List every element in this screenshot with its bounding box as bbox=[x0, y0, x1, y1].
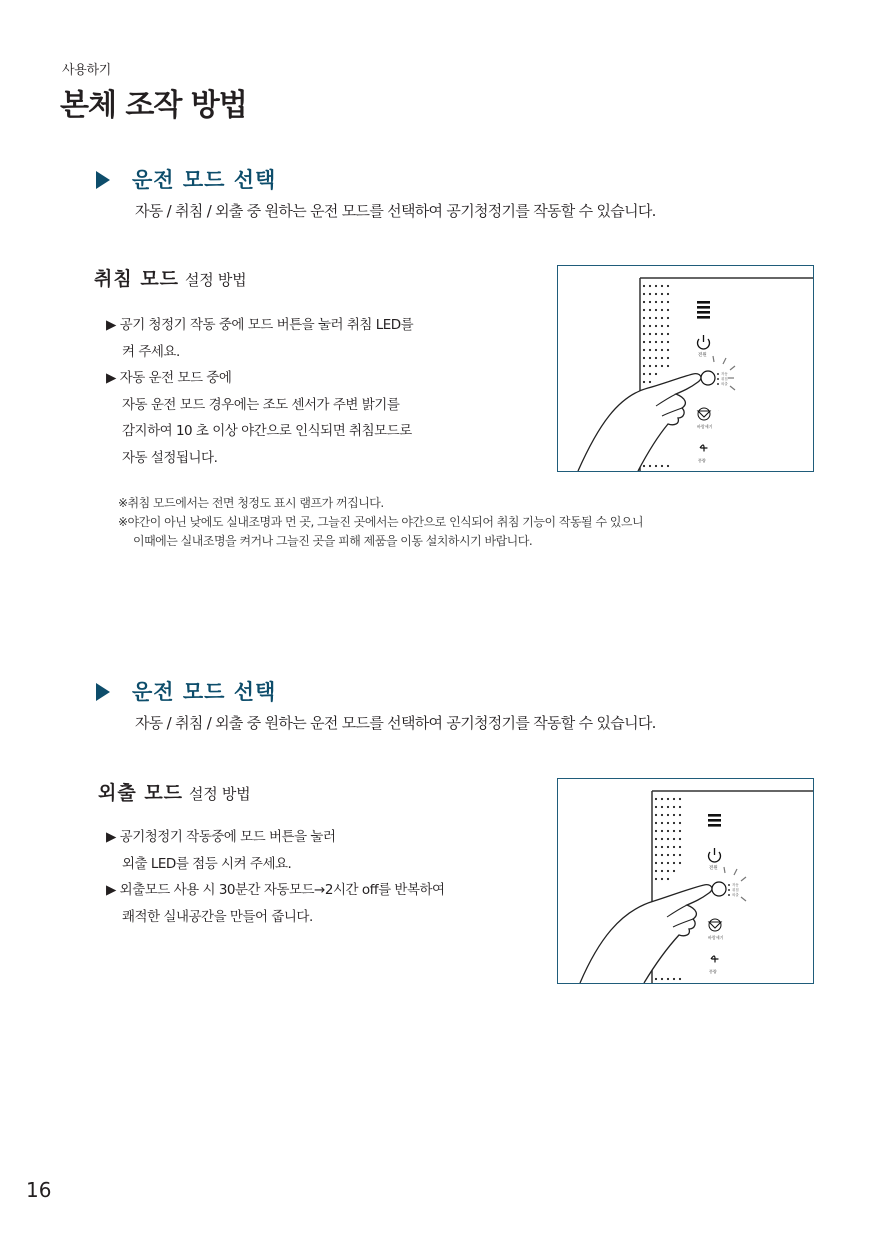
list-item: 자동 운전 모드 경우에는 조도 센서가 주변 밝기를 bbox=[122, 396, 400, 413]
section-2-heading bbox=[96, 676, 276, 706]
list-item: 쾌적한 실내공간을 만들어 줍니다. bbox=[122, 908, 313, 925]
svg-text:풍량: 풍량 bbox=[698, 458, 706, 463]
note-line: ※야간이 아닌 낮에도 실내조명과 먼 곳, 그늘진 곳에서는 야간으로 인식되어 취침 기능이 작동될 수 있으니 bbox=[118, 515, 644, 529]
svg-text:외출: 외출 bbox=[732, 893, 739, 897]
breadcrumb: 사용하기 bbox=[62, 63, 112, 78]
list-item: 자동 설정됩니다. bbox=[122, 449, 218, 466]
page-title: 본체 조작 방법 bbox=[60, 88, 247, 123]
triangle-bullet-icon bbox=[96, 171, 110, 189]
control-panel-illustration-sleep bbox=[557, 265, 814, 472]
svg-text:전원: 전원 bbox=[698, 353, 707, 358]
note-line: 이때에는 실내조명을 켜거나 그늘진 곳을 피해 제품을 이동 설치하시기 바랍니다. bbox=[133, 534, 533, 548]
svg-text:취침: 취침 bbox=[732, 888, 739, 892]
svg-text:외출: 외출 bbox=[721, 382, 728, 386]
away-mode-subtitle: 설정 방법 bbox=[189, 785, 251, 803]
away-mode-instructions bbox=[106, 824, 445, 930]
section-1-heading bbox=[96, 164, 276, 194]
svg-text:바람세기: 바람세기 bbox=[697, 424, 713, 429]
svg-text:·: · bbox=[718, 408, 719, 412]
page-number: 16 bbox=[26, 1178, 52, 1202]
list-item: 외출 LED를 점등 시켜 주세요. bbox=[122, 855, 292, 872]
list-item: ▶ 공기 청정기 작동 중에 모드 버튼을 눌러 취침 LED를 bbox=[106, 317, 414, 333]
note-line: ※취침 모드에서는 전면 청정도 표시 램프가 꺼집니다. bbox=[118, 496, 384, 510]
hand-pressing-mode-button-icon bbox=[558, 266, 813, 471]
list-item: 감지하여 10 초 이상 야간으로 인식되면 취침모드로 bbox=[122, 423, 412, 439]
control-panel-illustration-away bbox=[557, 778, 814, 984]
sleep-mode-heading bbox=[94, 264, 246, 291]
triangle-bullet-icon bbox=[96, 683, 110, 701]
section-2-description: 자동 / 취침 / 외출 중 원하는 운전 모드를 선택하여 공기청정기를 작동할 수 있습니다. bbox=[135, 714, 656, 732]
section-1-description: 자동 / 취침 / 외출 중 원하는 운전 모드를 선택하여 공기청정기를 작동할 수 있습니다. bbox=[135, 202, 656, 220]
sleep-mode-notes bbox=[118, 494, 643, 551]
hand-pressing-mode-button-icon bbox=[558, 779, 813, 983]
svg-text:자동: 자동 bbox=[721, 372, 728, 376]
sleep-mode-subtitle: 설정 방법 bbox=[185, 271, 247, 289]
svg-text:바람세기: 바람세기 bbox=[708, 935, 724, 940]
svg-text:전원: 전원 bbox=[709, 866, 718, 871]
away-mode-title: 외출 모드 bbox=[98, 782, 184, 804]
svg-text:취침: 취침 bbox=[721, 377, 728, 381]
list-item: ▶ 외출모드 사용 시 30분간 자동모드→2시간 off를 반복하여 bbox=[106, 882, 445, 898]
list-item: ▶ 공기청정기 작동중에 모드 버튼을 눌러 bbox=[106, 829, 336, 845]
list-item: 켜 주세요. bbox=[122, 343, 180, 360]
away-mode-heading bbox=[98, 778, 250, 805]
svg-text:풍량: 풍량 bbox=[709, 969, 717, 974]
sleep-mode-instructions bbox=[106, 312, 413, 471]
section-2-heading-text: 운전 모드 선택 bbox=[132, 680, 277, 704]
section-1-heading-text: 운전 모드 선택 bbox=[132, 168, 277, 192]
list-item: ▶ 자동 운전 모드 중에 bbox=[106, 370, 232, 386]
svg-text:자동: 자동 bbox=[732, 883, 739, 887]
sleep-mode-title: 취침 모드 bbox=[94, 268, 180, 290]
